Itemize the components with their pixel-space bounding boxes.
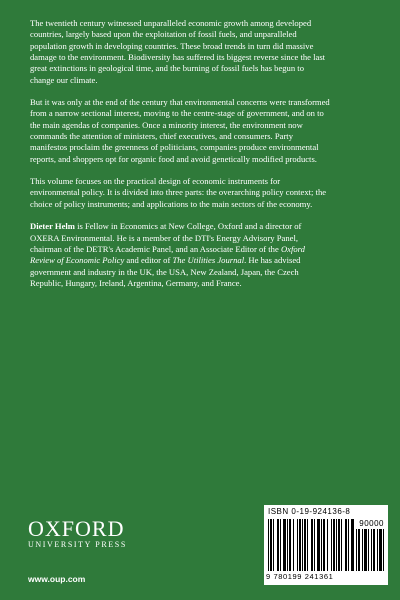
paragraph-3: This volume focuses on the practical design of economic instruments for environmental policy. It is divided into three parts: the overarching policy context; the choice of policy instruments; and applications to the main sectors of the economy. [30,176,327,209]
barcode-main-icon [268,519,354,571]
paragraph-1: The twentieth century witnessed unparalleled economic growth among developed countries, largely based upon the exploitation of fossil fuels, and unparalleled population growth in developing countries. These broad trends in turn did massive damage to the environment. Biodiversity has suffered its biggest reverse since the last great extinctions in geological time, and the burning of fossil fuels has begun to change our climate. [30,18,326,85]
ean-digits: 9 780199 241361 [266,572,334,581]
price-code: 90000 [359,519,384,528]
publisher-name: OXFORD [28,516,125,541]
barcode-panel [264,505,388,585]
bio-part-1: is Fellow in Economics at New College, Oxford and a director of OXERA Environmental. He is a member of the DTI's Energy Advisory Panel, chairman of the DETR's Academic Panel, and an Associate Editor of the [30,221,302,254]
journal-title-2: The Utilities Journal [172,255,245,266]
blurb-text [30,18,330,300]
publisher-logo [28,518,127,550]
publisher-url: www.oup.com [28,574,86,584]
barcode-addon-icon [356,529,386,571]
publisher-subtitle: UNIVERSITY PRESS [28,540,127,549]
bio-part-2: and editor of [124,255,173,266]
author-bio [30,221,330,289]
author-name: Dieter Helm [30,221,75,232]
paragraph-2: But it was only at the end of the century that environmental concerns were transformed from a narrow sectional interest, moving to the centre-stage of government, and on to the main agendas of companies. Once a minority interest, the environment now commands the attention of ministers, chief executives, and consumers. Party manifestos proclaim the greenness of politicians, companies produce environmental reports, and shoppers opt for organic food and avoid genetically modified products. [30,97,330,164]
journal-title-1: Oxford Review of Economic Policy [30,243,305,266]
isbn-text: ISBN 0-19-924136-8 [268,507,351,516]
bio-part-3: . He has advised government and industry in the UK, the USA, New Zealand, Japan, the Czech Republic, Hungary, Ireland, Argentina, Germany, and France. [30,255,301,288]
